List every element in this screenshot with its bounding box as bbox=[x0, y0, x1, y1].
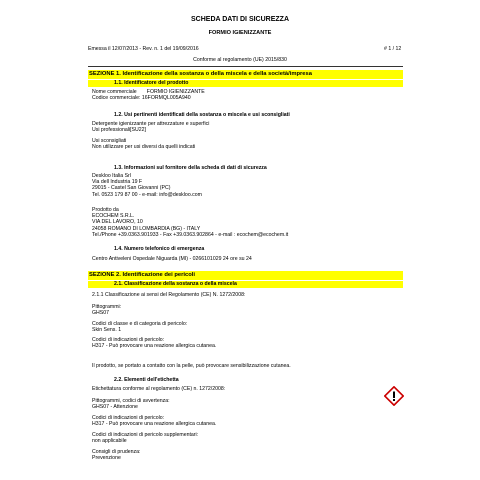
producer-line: Tel./Phone +39.0363.901933 - Fax +39.0363.902864 - e-mail : ecochem@ecochem.it bbox=[92, 231, 289, 238]
supplier-line: Deskloo Italia Srl bbox=[92, 173, 131, 179]
uses-block bbox=[92, 121, 209, 133]
text-line: Codici di indicazioni di pericolo supplementari: bbox=[92, 432, 199, 438]
supplier-line: 29015 - Castel San Giovanni (PC) bbox=[92, 185, 171, 192]
producer-block bbox=[92, 207, 288, 238]
use-line: Detergente igienizzante per attrezzature e superfici bbox=[92, 121, 210, 127]
supplier-line: Via dell Industria 19 F bbox=[92, 179, 143, 186]
section1-sub2-heading: 1.2. Usi pertinenti identificati della sostanza o miscela e usi sconsigliati bbox=[114, 112, 290, 118]
text-line: H317 - Può provocare una reazione allergica cutanea. bbox=[92, 343, 217, 350]
category-block bbox=[92, 321, 187, 333]
trade-name-line: Nome commerciale FORMIO IGIENIZZANTE bbox=[92, 89, 205, 95]
text-line: Pittogrammi, codici di avvertenza: bbox=[92, 398, 170, 404]
header-divider bbox=[88, 66, 403, 67]
product-name: FORMIO IGIENIZZANTE bbox=[208, 30, 272, 36]
text-line: Pittogrammi: bbox=[92, 304, 122, 310]
text-line: Consigli di prudenza: bbox=[92, 449, 141, 455]
uses-advised-against-block bbox=[92, 138, 195, 150]
text-line: Codici di indicazioni di pericolo: bbox=[92, 337, 165, 343]
producer-line: ECOCHEM S.R.L. bbox=[92, 213, 135, 220]
section1-sub3-heading: 1.3. Informazioni sul fornitore della scheda di dati di sicurezza bbox=[114, 165, 267, 171]
section2-sub2-heading: 2.2. Elementi dell'etichetta bbox=[114, 377, 179, 383]
section1-sub1-heading: 1.1. Identificatore del prodotto bbox=[114, 79, 189, 86]
conformity-note: Conforme al regolamento (UE) 2015/830 bbox=[193, 57, 287, 63]
label-pictogram-block bbox=[92, 398, 170, 410]
producer-line: VIA DEL LAVORO, 10 bbox=[92, 219, 143, 226]
text-line: GHS07 - Attenzione bbox=[92, 404, 138, 411]
text-line: Codici di classe e di categoria di pericolo: bbox=[92, 321, 188, 327]
section1-heading: SEZIONE 1. Identificazione della sostanza o della miscela e della società/impresa bbox=[89, 71, 312, 77]
page-number: # 1 / 12 bbox=[384, 46, 402, 52]
use-line: Usi professionali[SU22] bbox=[92, 127, 146, 134]
product-identifier-block bbox=[92, 89, 205, 101]
prudence-block bbox=[92, 449, 140, 461]
text-line: GHS07 bbox=[92, 310, 110, 317]
use-line: Usi sconsigliati bbox=[92, 138, 127, 144]
label-hazard-block bbox=[92, 415, 216, 427]
emergency-phone: Centro Antiveleni Ospedale Niguarda (MI) - 0266101029 24 ore su 24 bbox=[92, 256, 252, 262]
hazard-statements-block bbox=[92, 337, 216, 349]
text-line: Prevenzione bbox=[92, 455, 121, 462]
supplementary-block bbox=[92, 432, 198, 444]
ghs07-exclamation-icon bbox=[384, 386, 404, 406]
supplier-block bbox=[92, 173, 202, 198]
trade-code-line: Codice commerciale: 16FORMQL005A940 bbox=[92, 95, 191, 102]
text-line: Skin Sens. 1 bbox=[92, 327, 122, 334]
producer-line: Prodotto da bbox=[92, 207, 119, 213]
document-title: SCHEDA DATI DI SICUREZZA bbox=[191, 16, 289, 23]
use-line: Non utilizzare per usi diversi da quelli indicati bbox=[92, 144, 196, 151]
text-line: Codici di indicazioni di pericolo: bbox=[92, 415, 165, 421]
supplier-line: Tel. 0523 179 87 00 - e-mail: info@deskloo.com bbox=[92, 191, 202, 198]
text-line: H317 - Può provocare una reazione allergica cutanea. bbox=[92, 421, 217, 428]
producer-line: 24058 ROMANO DI LOMBARDIA (BG) - ITALY bbox=[92, 225, 201, 232]
issue-info: Emessa il 12/07/2013 - Rev. n. 1 del 19/09/2016 bbox=[88, 46, 199, 52]
text-line: non applicabile bbox=[92, 438, 127, 445]
section1-sub4-heading: 1.4. Numero telefonico di emergenza bbox=[114, 246, 205, 252]
labelling-line: Etichettatura conforme al regolamento (CE) n. 1272/2008: bbox=[92, 386, 226, 392]
pictogram-block bbox=[92, 304, 121, 316]
classification-line: 2.1.1 Classificazione ai sensi del Regolamento (CE) N. 1272/2008: bbox=[92, 292, 246, 298]
sensitization-note: Il prodotto, se portato a contatto con la pelle, può provocare sensibilizzazione cutanea. bbox=[92, 363, 291, 369]
section2-heading: SEZIONE 2. Identificazione dei pericoli bbox=[89, 272, 195, 278]
section2-sub1-heading: 2.1. Classificazione della sostanza o della miscela bbox=[114, 281, 237, 287]
